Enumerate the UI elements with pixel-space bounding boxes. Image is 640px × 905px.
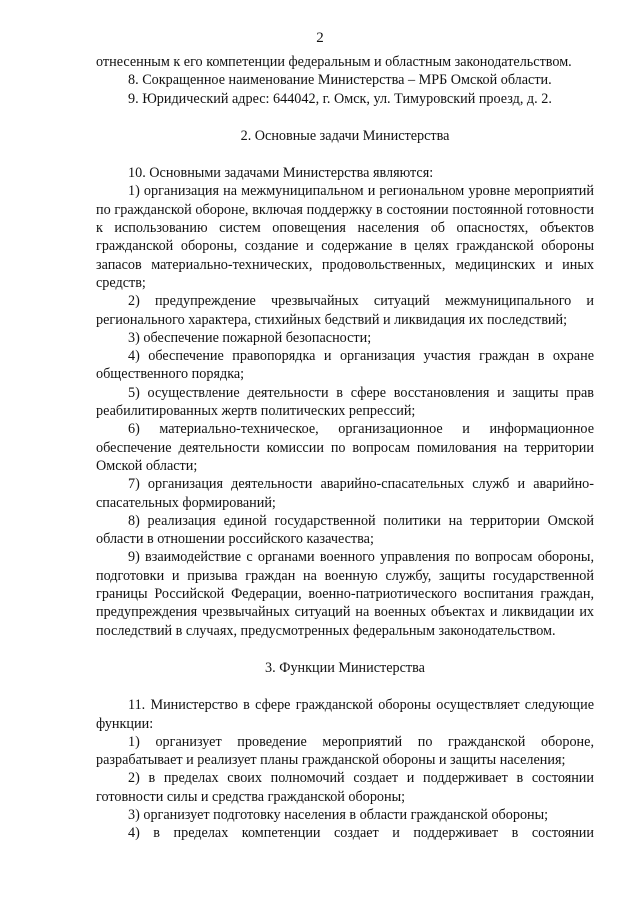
section-heading: 3. Функции Министерства [265,659,425,676]
list-item: 4) в пределах компетенции создает и поддерживает в состоянии [128,825,594,842]
list-item: 3) обеспечение пожарной безопасности; [128,329,372,346]
paragraph: отнесенным к его компетенции федеральным и областным законодательством. [96,54,572,70]
list-item: 1) организует проведение мероприятий по гражданской обороне, разрабатывает и реализует планы гражданской обороны и защиты населения; [96,733,594,769]
section-intro: 11. Министерство в сфере гражданской обороны осуществляет следующие функции: [96,697,594,732]
list-item: 4) обеспечение правопорядка и организация участия граждан в охране общественного порядка; [96,348,594,383]
list-item: 8) реализация единой государственной политики на территории Омской области в отношении российского казачества; [96,512,594,548]
paragraph: 9. Юридический адрес: 644042, г. Омск, ул. Тимуровский проезд, д. 2. [128,90,552,107]
list-item: 7) организация деятельности аварийно-спасательных служб и аварийно-спасательных формирований; [96,476,594,511]
section-heading: 2. Основные задачи Министерства [240,127,450,144]
paragraph: 8. Сокращенное наименование Министерства – МРБ Омской области. [128,72,552,89]
list-item: 2) предупреждение чрезвычайных ситуаций межмуниципального и регионального характера, стихийных бедствий и ликвидация их последствий; [96,293,594,328]
section-intro: 10. Основными задачами Министерства являются: [128,165,434,182]
list-item: 1) организация на межмуниципальном и региональном уровне мероприятий по гражданской обороне, включая поддержку в состоянии постоянной готовности к использованию систем оповещения населения об опасностях, объектов гражданской обороны, создание и содержание в целях гражданской обороны запасов материально-технических, продовольственных, медицинских и иных средств; [96,183,594,291]
list-item: 2) в пределах своих полномочий создает и поддерживает в состоянии готовности силы и средства гражданской обороны; [96,770,594,805]
list-item: 5) осуществление деятельности в сфере восстановления и защиты прав реабилитированных жертв политических репрессий; [96,384,594,420]
page-number: 2 [316,30,324,46]
list-item: 9) взаимодействие с органами военного управления по вопросам обороны, подготовки и призыва граждан на военную службу, защиты государственной границы Российской Федерации, военно-патриотического воспитания граждан, предупреждения чрезвычайных ситуаций на военных объектах и ликвидации их последствий в случаях, предусмотренных федеральным законодательством. [96,549,594,639]
list-item: 3) организует подготовку населения в области гражданской обороны; [128,806,549,823]
document-body [96,53,594,843]
list-item: 6) материально-техническое, организационное и информационное обеспечение деятельности комиссии по вопросам помилования на территории Омской области; [96,421,594,474]
